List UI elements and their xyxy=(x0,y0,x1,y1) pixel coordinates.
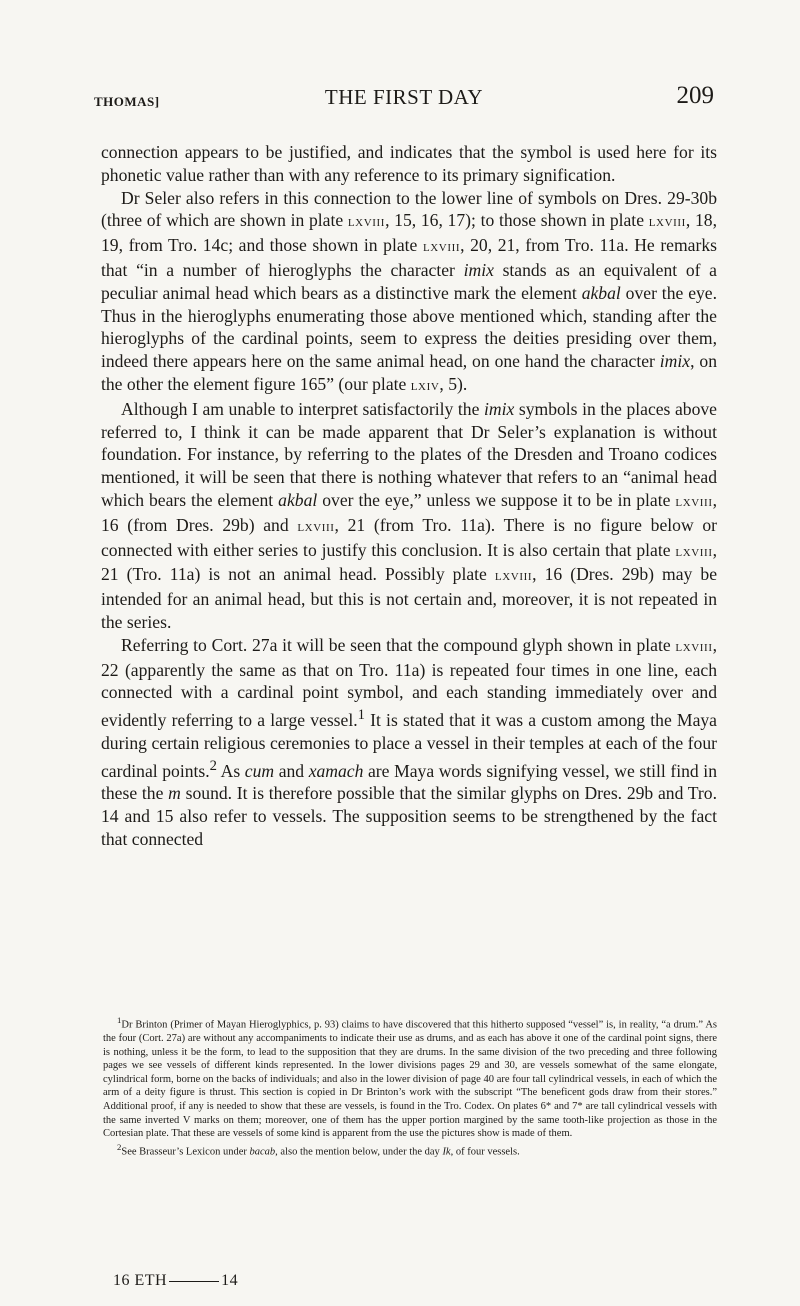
italic-term: m xyxy=(168,783,181,804)
text-span: As xyxy=(217,760,245,781)
footnote-1 xyxy=(103,1014,717,1141)
running-author: THOMAS] xyxy=(94,94,160,109)
signature-left: 16 ETH xyxy=(113,1272,168,1289)
italic-term: imix xyxy=(484,398,515,419)
text-span: stands as an equivalent of a peculiar animal head which bears as a distinctive mark the element xyxy=(101,259,717,303)
italic-term: akbal xyxy=(581,282,621,303)
footnote-mark: 2 xyxy=(117,1141,122,1152)
paragraph-1 xyxy=(101,141,717,187)
italic-term: Ik xyxy=(442,1146,451,1158)
page-number: 209 xyxy=(676,82,714,109)
text-span: , also the mention below, under the day xyxy=(275,1146,443,1158)
printer-signature xyxy=(113,1272,238,1290)
paragraph-2 xyxy=(101,187,717,398)
text-span: and xyxy=(274,760,309,781)
plate-numeral: lxiv xyxy=(410,376,440,394)
body-text xyxy=(101,141,717,851)
text-span: , on the other the element figure 165” (our plate xyxy=(101,351,718,394)
plate-numeral: lxviii xyxy=(494,567,533,585)
italic-term: akbal xyxy=(278,489,318,510)
plate-numeral: lxviii xyxy=(347,213,386,231)
paragraph-3 xyxy=(101,398,717,634)
footnote-2 xyxy=(103,1141,717,1159)
text-span: , 16 (Dres. 29b) may be intended for an animal head, but this is not certain and, moreover, it is not repeated in the series. xyxy=(101,564,718,632)
text-span: Dr Brinton (Primer of Mayan Hieroglyphics, p. 93) claims to have discovered that this hitherto supposed “vessel” is, in reality, “a drum.” As the four (Cort. 27a) are without any accompaniments to indicate their use as drums, and as each has above it one of the cardinal point signs, there is nothing, unless it be the form, to lead to the supposition that they are drums. In the same division of the two preceding and three following pages we see vessels of different kinds represented. In the lower divisions pages 29 and 30, are vessels somewhat of the same elongate, cylindrical form, borne on the backs of individuals; and also in the lower division of page 40 are four tall cylindrical vessels, in each of which the arm of a deity figure is thrust. This section is copied in Dr Brinton’s work with the subscript “The beneficent gods draw from their stores.” Additional proof, if any is needed to show that these are vessels, is found in the Tro. Codex. On plates 6* and 7* are tall cylindrical vessels with the same inverted V marks on them; moreover, one of them has the upper portion margined by the same tooth-like projection as those in the Cortesian plate. That these are vessels of some kind is apparent from the use the pictures show is made of them. xyxy=(103,1019,717,1140)
text-span: , 20, 21, from Tro. 11a. He remarks that “in a number of hieroglyphs the character xyxy=(101,235,717,280)
text-span: See Brasseur’s Lexicon under xyxy=(121,1146,250,1158)
text-span: Dr Seler also refers in this connection to the lower line of symbols on Dres. 29-30b (three of which are shown in plate xyxy=(101,187,717,231)
text-span: , 5). xyxy=(439,373,468,394)
plate-numeral: lxviii xyxy=(675,542,713,560)
plate-numeral: lxviii xyxy=(648,213,686,231)
text-span: , 21 (from Tro. 11a). There is no figure below or connected with either series to justify this conclusion. It is also certain that plate xyxy=(101,514,717,560)
plate-numeral: lxviii xyxy=(675,637,713,655)
text-span: symbols in the places above referred to, I think it can be made apparent that Dr Seler’s explanation is without foundation. For instance, by referring to the plates of the Dresden and Troano codices mentioned, it will be seen that there is nothing whatever that refers to an “animal head which bears the element xyxy=(101,398,717,510)
plate-numeral: lxviii xyxy=(675,492,713,510)
signature-rule xyxy=(169,1281,219,1282)
text-span: Although I am unable to interpret satisfactorily the xyxy=(121,398,484,419)
text-span: , 15, 16, 17); to those shown in plate xyxy=(385,210,649,231)
plate-numeral: lxviii xyxy=(422,238,461,256)
italic-term: imix xyxy=(659,351,691,372)
text-span: , 18, 19, from Tro. 14c; and those shown in plate xyxy=(101,210,717,256)
running-title: THE FIRST DAY xyxy=(324,85,484,109)
footnotes xyxy=(103,1014,717,1159)
signature-right: 14 xyxy=(221,1272,239,1289)
text-span: connection appears to be justified, and indicates that the symbol is used here for its phonetic value rather than with any reference to its primary signification. xyxy=(101,142,717,185)
text-span: , 22 (apparently the same as that on Tro. 11a) is repeated four times in one line, each connected with a cardinal point symbol, and each standing immediately over and evidently referring to a large vessel. xyxy=(101,634,717,730)
paragraph-4 xyxy=(101,634,717,851)
text-span: Referring to Cort. 27a it will be seen that the compound glyph shown in plate xyxy=(121,634,676,655)
text-span: sound. It is therefore possible that the similar glyphs on Dres. 29b and Tro. 14 and 15 also refer to vessels. The supposition seems to be strengthened by the fact that connected xyxy=(101,783,717,849)
footnote-ref: 1 xyxy=(357,707,365,724)
text-span: , of four vessels. xyxy=(450,1146,520,1158)
text-span: , 21 (Tro. 11a) is not an animal head. Possibly plate xyxy=(101,539,717,585)
italic-term: imix xyxy=(463,259,494,280)
text-span: over the eye,” unless we suppose it to be in plate xyxy=(317,489,676,510)
text-span: It is stated that it was a custom among the Maya during certain religious ceremonies to place a vessel in their temples at each of the four cardinal points. xyxy=(101,709,717,781)
text-span: , 16 (from Dres. 29b) and xyxy=(101,489,717,535)
running-header xyxy=(94,82,714,118)
text-span: are Maya words signifying vessel, we still find in these the xyxy=(101,760,717,804)
italic-term: bacab xyxy=(249,1146,276,1158)
footnote-mark: 1 xyxy=(117,1015,122,1025)
text-span: over the eye. Thus in the hieroglyphs enumerating those above mentioned which, standing after the hieroglyphs of the cardinal points, seem to express the deities presiding over them, indeed there appears here on the same animal head, on one hand the character xyxy=(101,282,718,372)
italic-term: xamach xyxy=(308,760,364,781)
plate-numeral: lxviii xyxy=(297,517,335,535)
footnote-ref: 2 xyxy=(209,757,217,774)
italic-term: cum xyxy=(244,760,275,781)
